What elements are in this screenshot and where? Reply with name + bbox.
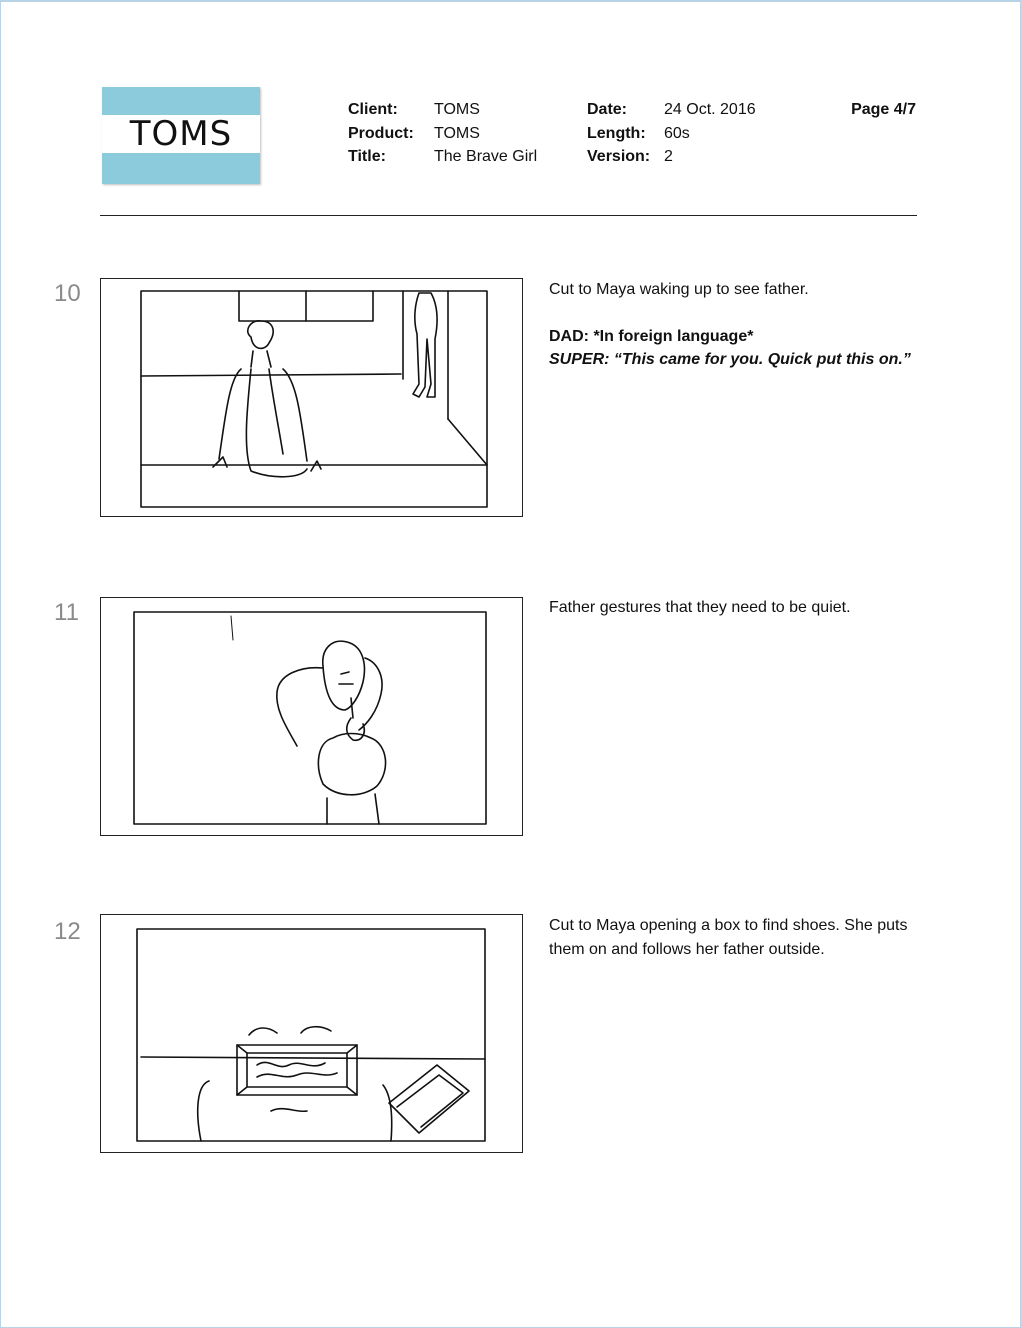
scene-description-11	[549, 596, 919, 620]
title-label: Title:	[348, 148, 386, 165]
date-label: Date:	[587, 101, 628, 118]
scene-number: 10	[54, 280, 81, 307]
scene-super: SUPER: “This came for you. Quick put this on.”	[549, 351, 911, 368]
page-number: Page 4/7	[851, 101, 916, 118]
scene-number: 11	[54, 599, 79, 626]
meta-values-left	[434, 98, 574, 169]
meta-labels-right	[587, 98, 667, 169]
scene-dialogue: DAD: *In foreign language*	[549, 327, 754, 345]
scene-description-12	[549, 914, 919, 961]
length-label: Length:	[587, 124, 646, 142]
sketch-maya-opening-box	[101, 915, 522, 1152]
length-value: 60s	[664, 124, 690, 142]
sketch-maya-waking	[101, 279, 522, 516]
logo-text: TOMS	[129, 114, 233, 154]
version-value: 2	[664, 148, 673, 165]
logo-band	[102, 115, 260, 153]
storyboard-frame-11	[100, 597, 523, 836]
product-value: TOMS	[434, 124, 480, 142]
client-label: Client:	[348, 101, 398, 118]
title-value: The Brave Girl	[434, 148, 538, 165]
scene-action: Cut to Maya waking up to see father.	[549, 281, 809, 298]
scene-number: 12	[54, 918, 81, 945]
meta-labels-left	[348, 98, 428, 169]
client-value: TOMS	[434, 101, 480, 118]
scene-description-10	[549, 278, 919, 372]
storyboard-frame-10	[100, 278, 523, 517]
date-value: 24 Oct. 2016	[664, 101, 756, 118]
version-label: Version:	[587, 148, 651, 165]
sketch-father-gesture	[101, 598, 522, 835]
scene-action: Cut to Maya opening a box to find shoes. She puts them on and follows her father outside.	[549, 917, 908, 958]
storyboard-frame-12	[100, 914, 523, 1153]
toms-logo	[102, 87, 260, 184]
meta-values-right	[664, 98, 804, 169]
header-divider	[100, 215, 917, 216]
scene-action: Father gestures that they need to be quiet.	[549, 599, 851, 616]
product-label: Product:	[348, 124, 414, 142]
